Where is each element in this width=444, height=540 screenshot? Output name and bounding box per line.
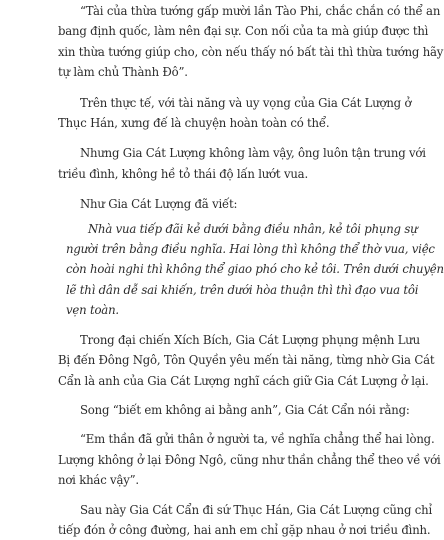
paragraph: [58, 93, 412, 134]
quote-line: người trên bằng điều nghĩa. Hai lòng thì không thể thờ vua, việc: [66, 242, 435, 257]
text-line: Song “biết em không ai bằng anh”, Gia Cát Cẩn nói rằng:: [80, 402, 410, 417]
text-line: xin thừa tướng giúp cho, còn nếu thấy nó bất tài thì thừa tướng hãy: [58, 44, 444, 59]
text-line: Trên thực tế, với tài năng và uy vọng của Gia Cát Lượng ở: [80, 95, 412, 110]
book-page: [58, 1, 444, 540]
text-line: tự làm chủ Thành Đô”.: [58, 65, 188, 80]
text-line: bang định quốc, làm nên đại sự. Con nối của ta mà giúp được thì: [58, 24, 429, 39]
paragraph: [58, 330, 435, 391]
paragraph: [58, 400, 410, 420]
text-line: Cẩn là anh của Gia Cát Lượng nghĩ cách giữ Gia Cát Lượng ở lại.: [58, 373, 429, 388]
paragraph: [58, 194, 382, 214]
text-line: tiếp đón ở công đường, hai anh em chỉ gặp nhau ở nơi triều đình.: [58, 522, 431, 537]
text-line: Thục Hán, xưng đế là chuyện hoàn toàn có thể.: [58, 116, 330, 131]
text-line: Sau này Gia Cát Cẩn đi sứ Thục Hán, Gia Cát Lượng cũng chỉ: [80, 502, 432, 517]
quote-line: vẹn toàn.: [66, 303, 119, 318]
paragraph: [58, 143, 426, 184]
paragraph: [58, 1, 444, 83]
text-line: Bị đến Đông Ngô, Tôn Quyền yêu mến tài năng, từng nhờ Gia Cát: [58, 353, 435, 368]
quote-line: Nhà vua tiếp đãi kẻ dưới bằng điều nhân, kẻ tôi phụng sự: [88, 221, 418, 236]
text-line: Lượng không ở lại Đông Ngô, cũng như thần chẳng thể theo về với: [58, 452, 441, 467]
text-line: triều đình, không hề tỏ thái độ lấn lướt vua.: [58, 166, 308, 181]
text-line: Nhưng Gia Cát Lượng không làm vậy, ông luôn tận trung với: [80, 146, 426, 161]
quote-line: còn hoài nghi thì không thể giao phó cho kẻ tôi. Trên dưới chuyện: [66, 262, 444, 277]
quote-line: lẽ thì dân dễ sai khiến, trên dưới hòa thuận thì thì đạo vua tôi: [66, 282, 419, 297]
paragraph: [58, 500, 432, 540]
text-line: Như Gia Cát Lượng đã viết:: [80, 197, 238, 212]
text-line: “Em thần đã gửi thân ở người ta, về nghĩa chẳng thể hai lòng.: [80, 432, 435, 447]
text-line: Trong đại chiến Xích Bích, Gia Cát Lượng phụng mệnh Lưu: [80, 332, 420, 347]
block-quote: [58, 219, 444, 321]
paragraph: [58, 429, 441, 490]
text-line: nơi khác vậy”.: [58, 473, 139, 488]
text-line: “Tài của thừa tướng gấp mười lần Tào Phi, chắc chắn có thể an: [80, 4, 441, 18]
